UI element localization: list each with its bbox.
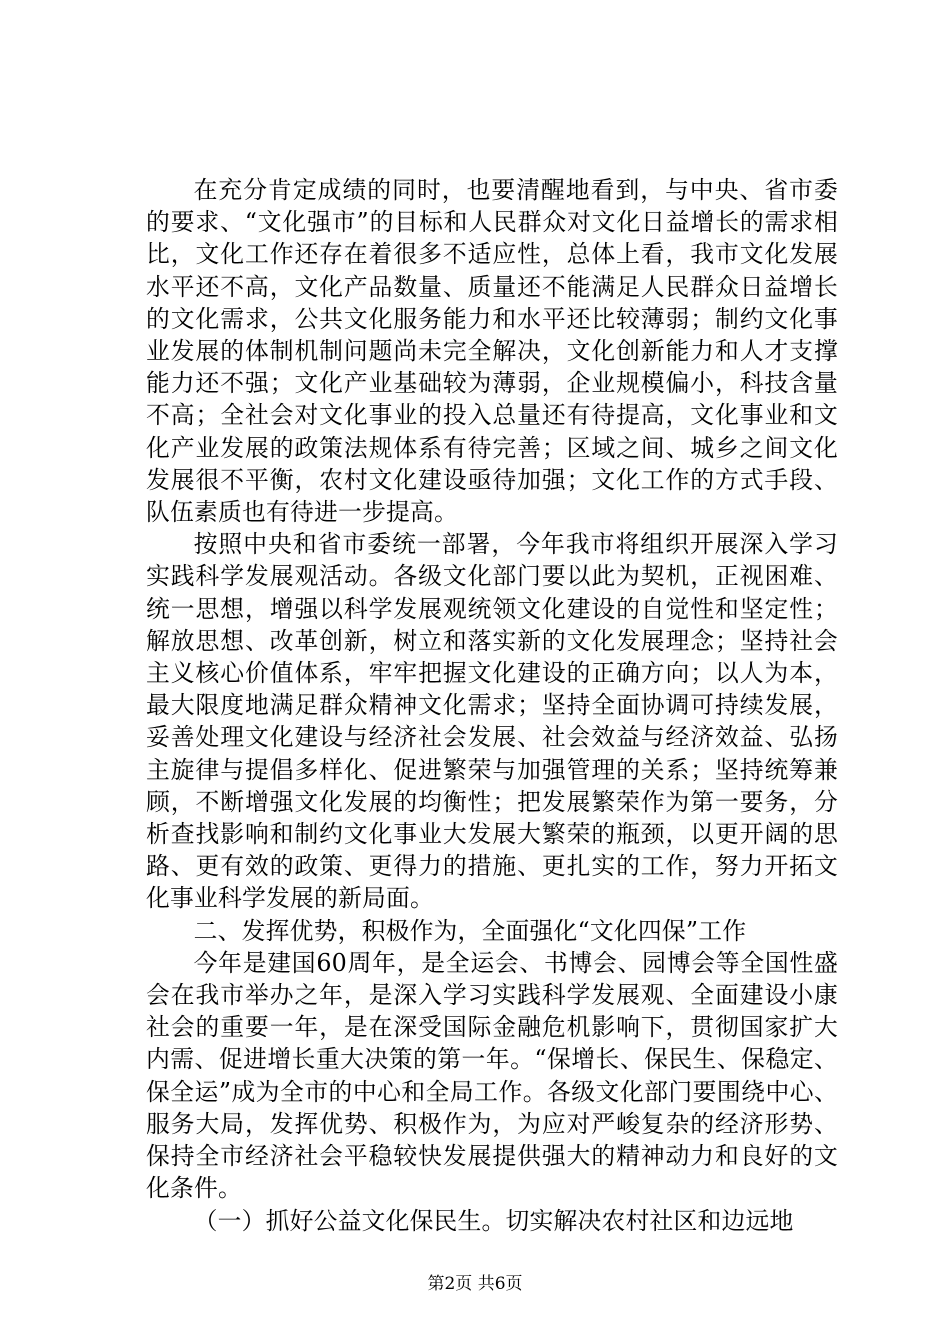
page-number-footer: 第2页 共6页 (427, 1274, 523, 1294)
paragraph-shortcomings: 在充分肯定成绩的同时，也要清醒地看到，与中央、省市委的要求、“文化强市”的目标和人民群众对文化日益增长的需求相比，文化工作还存在着很多不适应性，总体上看，我市文化发展水平还不高，文化产品数量、质量还不能满足人民群众日益增长的文化需求，公共文化服务能力和水平还比较薄弱；制约文化事业发展的体制机制问题尚未完全解决，文化创新能力和人才支撑能力还不强；文化产业基础较为薄弱，企业规模偏小，科技含量不高；全社会对文化事业的投入总量还有待提高，文化事业和文化产业发展的政策法规体系有待完善；区域之间、城乡之间文化发展很不平衡，农村文化建设亟待加强；文化工作的方式手段、队伍素质也有待进一步提高。 (146, 176, 838, 527)
paragraph-scientific-development: 按照中央和省市委统一部署，今年我市将组织开展深入学习实践科学发展观活动。各级文化部门要以此为契机，正视困难、统一思想，增强以科学发展观统领文化建设的自觉性和坚定性；解放思想、改革创新，树立和落实新的文化发展理念；坚持社会主义核心价值体系，牢牢把握文化建设的正确方向；以人为本，最大限度地满足群众精神文化需求；坚持全面协调可持续发展，妥善处理文化建设与经济社会发展、社会效益与经济效益、弘扬主旋律与提倡多样化、促进繁荣与加强管理的关系；坚持统筹兼顾，不断增强文化发展的均衡性；把发展繁荣作为第一要务，分析查找影响和制约文化事业大发展大繁荣的瓶颈，以更开阔的思路、更有效的政策、更得力的措施、更扎实的工作，努力开拓文化事业科学发展的新局面。 (146, 530, 838, 913)
document-body (146, 174, 838, 1237)
subsection-heading: （一）抓好公益文化保民生。切实解决农村社区和边远地 (193, 1206, 794, 1235)
paragraph-anniversary-year: 今年是建国60周年，是全运会、书博会、园博会等全国性盛会在我市举办之年，是深入学习实践科学发展观、全面建设小康社会的重要一年，是在深受国际金融危机影响下，贯彻国家扩大内需、促进增长重大决策的第一年。“保增长、保民生、保稳定、保全运”成为全市的中心和全局工作。各级文化部门要围绕中心、服务大局，发挥优势、积极作为，为应对严峻复杂的经济形势、保持全市经济社会平稳较快发展提供强大的精神动力和良好的文化条件。 (146, 948, 838, 1203)
section-heading: 二、发挥优势，积极作为，全面强化“文化四保”工作 (193, 916, 747, 945)
